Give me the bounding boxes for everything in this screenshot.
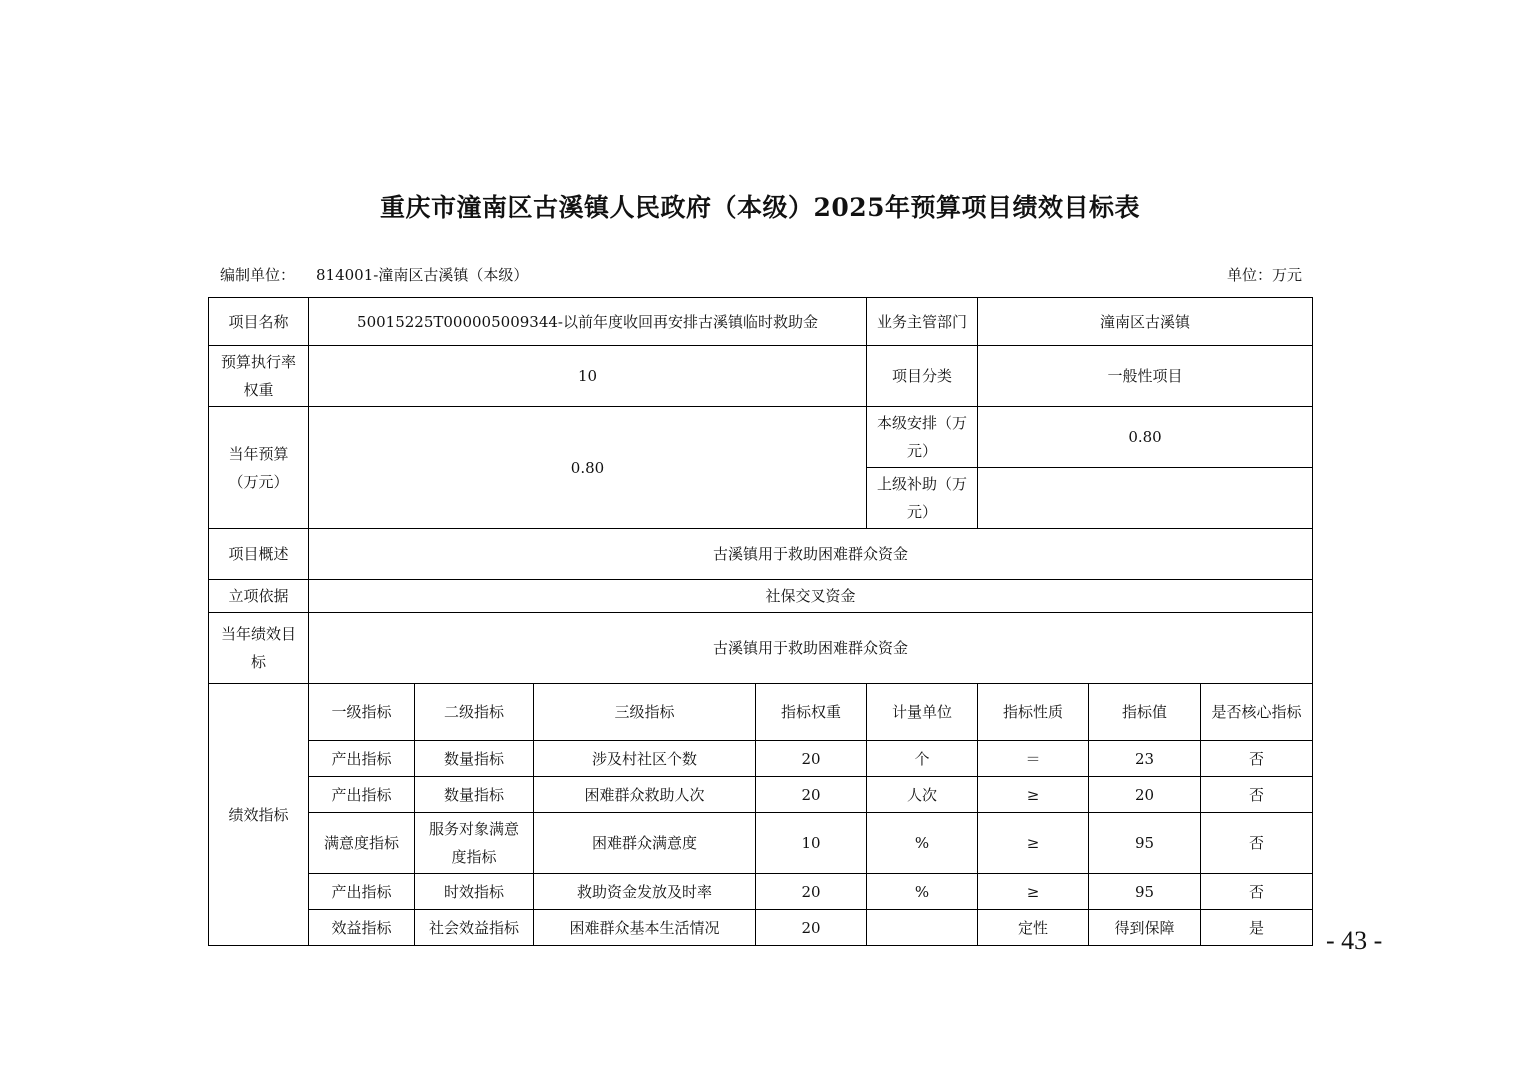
core-cell: 否 bbox=[1201, 813, 1313, 874]
level1-cell: 产出指标 bbox=[309, 874, 415, 910]
value-cell: 得到保障 bbox=[1089, 910, 1201, 946]
header-level3: 三级指标 bbox=[534, 684, 756, 741]
performance-indicators-label: 绩效指标 bbox=[209, 684, 309, 946]
level3-cell: 困难群众救助人次 bbox=[534, 777, 756, 813]
value-cell: 95 bbox=[1089, 874, 1201, 910]
compiling-unit bbox=[220, 264, 528, 285]
level3-cell: 困难群众基本生活情况 bbox=[534, 910, 756, 946]
page-number: - 43 - bbox=[1326, 926, 1383, 955]
unit-cell bbox=[867, 910, 978, 946]
performance-table bbox=[208, 297, 1313, 946]
unit-cell: % bbox=[867, 813, 978, 874]
nature-cell: ＝ bbox=[978, 741, 1089, 777]
currency-unit: 单位：万元 bbox=[1226, 266, 1302, 284]
budget-label: 当年预算（万元） bbox=[209, 407, 309, 529]
nature-cell: 定性 bbox=[978, 910, 1089, 946]
overview-value: 古溪镇用于救助困难群众资金 bbox=[309, 529, 1313, 580]
project-name-value: 50015225T000005009344-以前年度收回再安排古溪镇临时救助金 bbox=[309, 298, 867, 346]
value-cell: 95 bbox=[1089, 813, 1201, 874]
weight-cell: 10 bbox=[756, 813, 867, 874]
goal-label: 当年绩效目标 bbox=[209, 613, 309, 684]
upper-subsidy-value bbox=[978, 468, 1313, 529]
level1-cell: 产出指标 bbox=[309, 741, 415, 777]
header-unit: 计量单位 bbox=[867, 684, 978, 741]
table-row bbox=[209, 910, 1313, 946]
weight-cell: 20 bbox=[756, 910, 867, 946]
unit-cell: % bbox=[867, 874, 978, 910]
level1-cell: 效益指标 bbox=[309, 910, 415, 946]
level1-cell: 产出指标 bbox=[309, 777, 415, 813]
category-value: 一般性项目 bbox=[978, 346, 1313, 407]
budget-value: 0.80 bbox=[309, 407, 867, 529]
basis-value: 社保交叉资金 bbox=[309, 580, 1313, 613]
header-weight: 指标权重 bbox=[756, 684, 867, 741]
table-row bbox=[209, 777, 1313, 813]
level2-cell: 数量指标 bbox=[415, 741, 534, 777]
level2-cell: 数量指标 bbox=[415, 777, 534, 813]
unit-cell: 个 bbox=[867, 741, 978, 777]
dept-label: 业务主管部门 bbox=[867, 298, 978, 346]
overview-label: 项目概述 bbox=[209, 529, 309, 580]
value-cell: 20 bbox=[1089, 777, 1201, 813]
level3-cell: 涉及村社区个数 bbox=[534, 741, 756, 777]
category-label: 项目分类 bbox=[867, 346, 978, 407]
header-nature: 指标性质 bbox=[978, 684, 1089, 741]
level2-cell: 服务对象满意度指标 bbox=[415, 813, 534, 874]
compiling-unit-value: 814001-潼南区古溪镇（本级） bbox=[316, 266, 529, 284]
level2-cell: 社会效益指标 bbox=[415, 910, 534, 946]
core-cell: 否 bbox=[1201, 741, 1313, 777]
weight-cell: 20 bbox=[756, 777, 867, 813]
header-core: 是否核心指标 bbox=[1201, 684, 1313, 741]
level1-cell: 满意度指标 bbox=[309, 813, 415, 874]
header-level1: 一级指标 bbox=[309, 684, 415, 741]
table-row bbox=[209, 813, 1313, 874]
own-arrangement-value: 0.80 bbox=[978, 407, 1313, 468]
nature-cell: ≥ bbox=[978, 874, 1089, 910]
unit-cell: 人次 bbox=[867, 777, 978, 813]
weight-value: 10 bbox=[309, 346, 867, 407]
weight-label: 预算执行率权重 bbox=[209, 346, 309, 407]
basis-label: 立项依据 bbox=[209, 580, 309, 613]
core-cell: 是 bbox=[1201, 910, 1313, 946]
header-value: 指标值 bbox=[1089, 684, 1201, 741]
table-row bbox=[209, 874, 1313, 910]
core-cell: 否 bbox=[1201, 777, 1313, 813]
own-arrangement-label: 本级安排（万元） bbox=[867, 407, 978, 468]
project-name-label: 项目名称 bbox=[209, 298, 309, 346]
level3-cell: 救助资金发放及时率 bbox=[534, 874, 756, 910]
dept-value: 潼南区古溪镇 bbox=[978, 298, 1313, 346]
value-cell: 23 bbox=[1089, 741, 1201, 777]
upper-subsidy-label: 上级补助（万元） bbox=[867, 468, 978, 529]
nature-cell: ≥ bbox=[978, 813, 1089, 874]
nature-cell: ≥ bbox=[978, 777, 1089, 813]
level2-cell: 时效指标 bbox=[415, 874, 534, 910]
compiling-unit-label: 编制单位： bbox=[220, 266, 296, 284]
goal-value: 古溪镇用于救助困难群众资金 bbox=[309, 613, 1313, 684]
core-cell: 否 bbox=[1201, 874, 1313, 910]
header-level2: 二级指标 bbox=[415, 684, 534, 741]
table-row bbox=[209, 741, 1313, 777]
weight-cell: 20 bbox=[756, 741, 867, 777]
level3-cell: 困难群众满意度 bbox=[534, 813, 756, 874]
weight-cell: 20 bbox=[756, 874, 867, 910]
document-title: 重庆市潼南区古溪镇人民政府（本级）2025年预算项目绩效目标表 bbox=[379, 193, 1141, 222]
